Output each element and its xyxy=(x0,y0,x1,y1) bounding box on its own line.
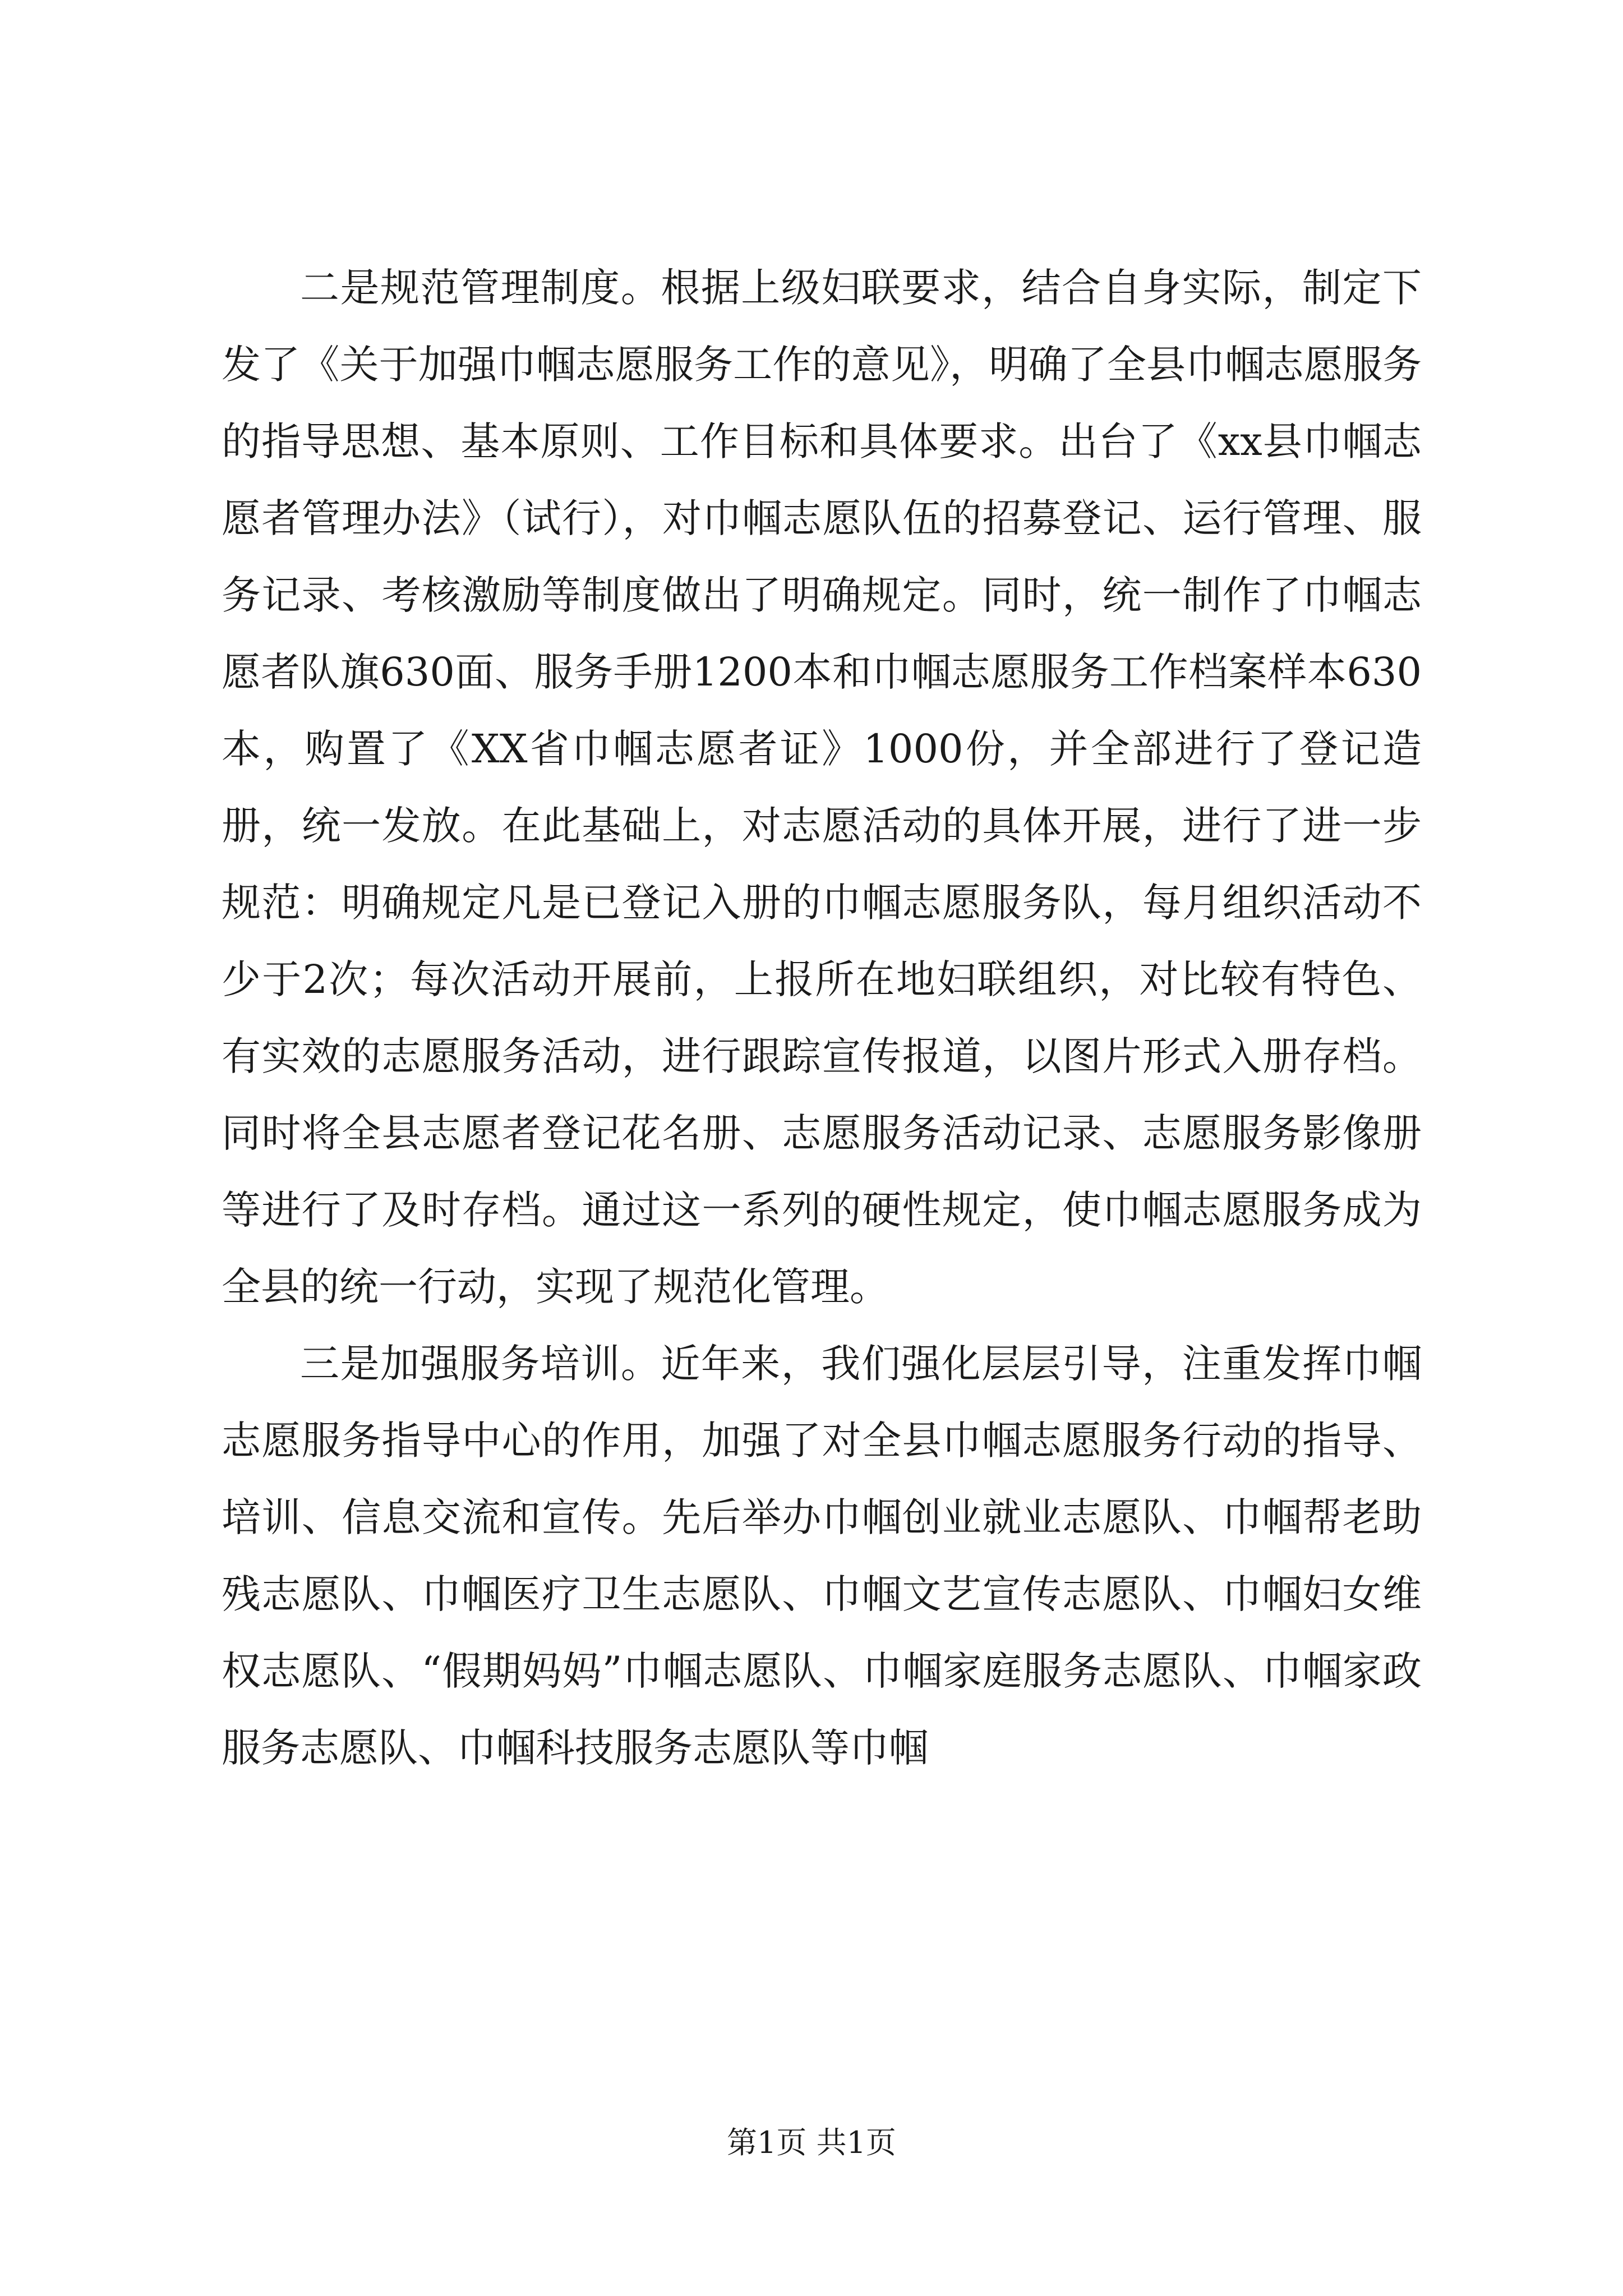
document-body xyxy=(222,250,1422,1787)
paragraph-service-training: 三是加强服务培训。近年来，我们强化层层引导，注重发挥巾帼志愿服务指导中心的作用，加强了对全县巾帼志愿服务行动的指导、培训、信息交流和宣传。先后举办巾帼创业就业志愿队、巾帼帮老助残志愿队、巾帼医疗卫生志愿队、巾帼文艺宣传志愿队、巾帼妇女维权志愿队、“假期妈妈”巾帼志愿队、巾帼家庭服务志愿队、巾帼家政服务志愿队、巾帼科技服务志愿队等巾帼 xyxy=(222,1341,1422,1771)
paragraph-management-system: 二是规范管理制度。根据上级妇联要求，结合自身实际，制定下发了《关于加强巾帼志愿服务工作的意见》，明确了全县巾帼志愿服务的指导思想、基本原则、工作目标和具体要求。出台了《xx县巾帼志愿者管理办法》（试行），对巾帼志愿队伍的招募登记、运行管理、服务记录、考核激励等制度做出了明确规定。同时，统一制作了巾帼志愿者队旗630面、服务手册1200本和巾帼志愿服务工作档案样本630本，购置了《XX省巾帼志愿者证》1000份，并全部进行了登记造册，统一发放。在此基础上，对志愿活动的具体开展，进行了进一步规范：明确规定凡是已登记入册的巾帼志愿服务队，每月组织活动不少于2次；每次活动开展前，上报所在地妇联组织，对比较有特色、有实效的志愿服务活动，进行跟踪宣传报道，以图片形式入册存档。同时将全县志愿者登记花名册、志愿服务活动记录、志愿服务影像册等进行了及时存档。通过这一系列的硬性规定，使巾帼志愿服务成为全县的统一行动，实现了规范化管理。 xyxy=(222,265,1422,1310)
page-footer: 第1页 共1页 xyxy=(727,2125,896,2160)
